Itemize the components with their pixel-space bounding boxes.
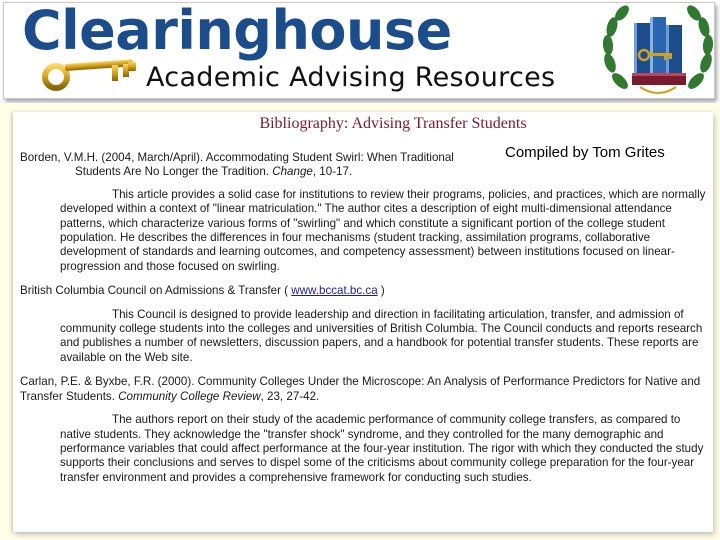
abstract: This article provides a solid case for institutions to review their programs, policies, and practices, which are normally developed within a context of "linear matriculation." The author cites a description of eight multi-dimensional attendance patterns, which characterize various forms of "swirling" and which constitute a significant portion of the college student population. He describes the differences in four mechanisms (student tracking, assimilation programs, collaborative development of standards and learning outcomes, and competency assessment) between institutions focused on linear-progression and those focused on swirling. xyxy=(60,187,706,273)
citation-text: British Columbia Council on Admissions & Transfer ( xyxy=(20,284,289,298)
key-icon xyxy=(42,53,142,95)
brand-subtitle: Academic Advising Resources xyxy=(146,62,556,93)
citation-text: Borden, V.M.H. (2004, March/April). Accommodating Student Swirl: When Traditional Students Are No Longer the Tradition. xyxy=(20,151,454,179)
citation-tail: , 23, 27-42. xyxy=(260,389,320,403)
abstract: The authors report on their study of the academic performance of community college transfers, as compared to native students. They acknowledge the "transfer shock" syndrome, and they controlled for the many demographic and performance variables that could affect performance at the four-year institution. The rigor with which they conducted the study supports their conclusions and serves to dispel some of the criticisms about community college preparation for the four-year transfer environment and provides a comprehensive framework for conducting such studies. xyxy=(60,413,704,484)
citation xyxy=(20,284,708,298)
citation-tail: , 10-17. xyxy=(312,165,353,179)
document-title: Bibliography: Advising Transfer Students xyxy=(259,115,527,132)
bccat-link[interactable]: www.bccat.bc.ca xyxy=(291,284,378,298)
citation-text: Carlan, P.E. & Byxbe, F.R. (2000). Community Colleges Under the Microscope: An Analysis of Performance Predictors for Native and Transfer Students. xyxy=(20,375,701,403)
bibliography-entries xyxy=(20,151,708,495)
citation xyxy=(20,375,708,404)
journal-title: Change xyxy=(272,165,313,179)
abstract: This Council is designed to provide leadership and direction in facilitating articulation, transfer, and admission of community college students into the colleges and universities of British Columbia. The Council conducts and reports research and publishes a number of newsletters, discussion papers, and a handbook for potential transfer students. These reports are available on the Web site. xyxy=(60,307,703,364)
brand-title: Clearinghouse xyxy=(22,0,452,62)
citation xyxy=(20,151,708,180)
laurel-books-icon xyxy=(598,3,718,103)
banner-frame xyxy=(3,2,715,99)
document-page xyxy=(13,112,713,532)
journal-title: Community College Review xyxy=(118,389,261,403)
citation-tail: ) xyxy=(380,284,385,298)
compiled-by: Compiled by Tom Grites xyxy=(505,144,665,161)
header-banner xyxy=(0,0,720,103)
